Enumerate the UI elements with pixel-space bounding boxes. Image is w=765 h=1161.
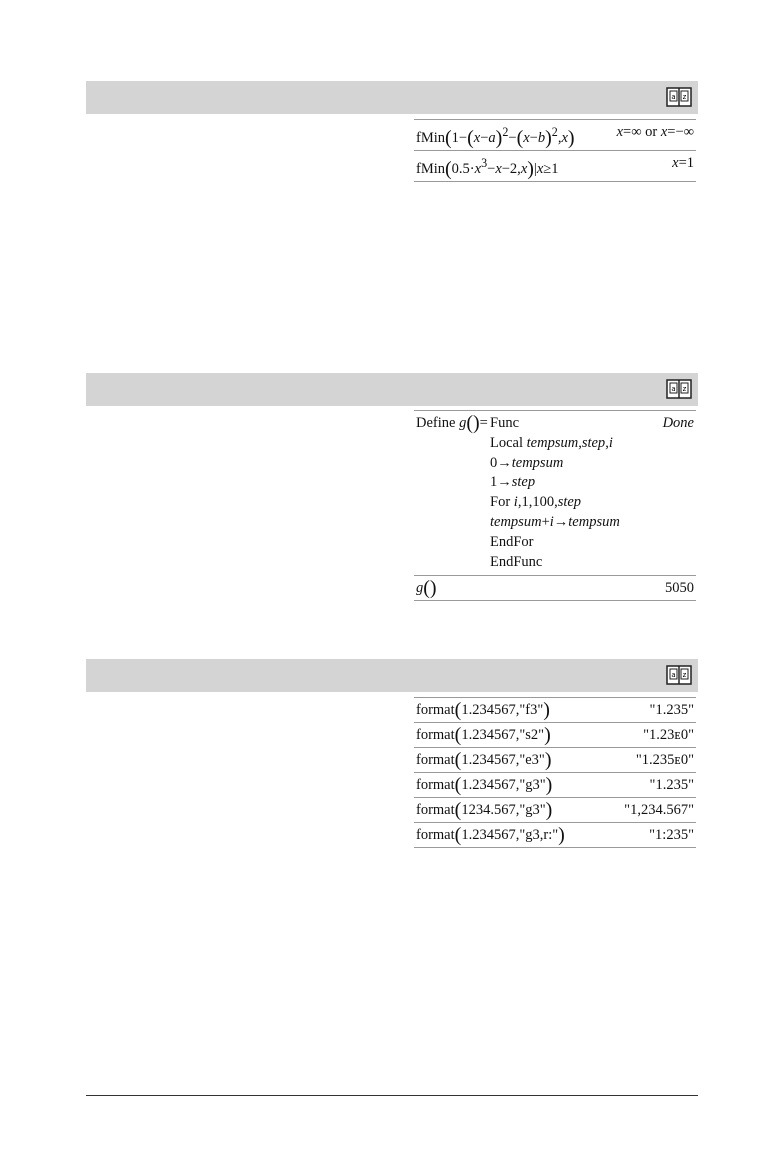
program-lines — [490, 414, 694, 572]
catalog-book-icon — [666, 87, 692, 107]
example-row — [414, 773, 696, 798]
example-expression: format(1.234567,"g3,r:") — [416, 824, 565, 846]
example-row — [414, 748, 696, 773]
section-header-bar — [86, 81, 698, 114]
example-expression: format(1.234567,"g3") — [416, 774, 553, 796]
example-expression: format(1234.567,"g3") — [416, 799, 553, 821]
example-result: "1.235" — [649, 702, 694, 718]
example-result: 5050 — [665, 580, 694, 597]
example-row — [414, 723, 696, 748]
example-row — [414, 823, 696, 848]
example-result: "1.23ᴇ0" — [643, 727, 694, 743]
example-row — [414, 151, 696, 182]
footer-rule — [86, 1095, 698, 1096]
example-row — [414, 576, 696, 601]
define-block — [414, 410, 696, 576]
example-result: "1:235" — [649, 827, 694, 843]
svg-text:a: a — [671, 385, 676, 393]
program-line: EndFunc — [490, 553, 543, 570]
svg-text:a: a — [671, 671, 676, 679]
svg-text:a: a — [671, 93, 676, 101]
section-header-bar — [86, 373, 698, 406]
example-result: "1.235" — [649, 777, 694, 793]
example-expression: $fMin(1-(x-a)^2-(x-b)^2,x)$ — [416, 125, 575, 149]
catalog-book-icon — [666, 665, 692, 685]
example-result: "1,234.567" — [624, 802, 694, 818]
program-line: 1→step — [490, 474, 536, 491]
example-expression: $fMin(0.5\cdot x^3-x-2,x)|x\ge 1$ — [416, 155, 559, 180]
program-line: 0→tempsum — [490, 454, 564, 471]
example-panel — [414, 697, 696, 848]
example-result: x=∞ or x=−∞ — [616, 124, 694, 140]
program-line: EndFor — [490, 533, 534, 550]
catalog-book-icon — [666, 379, 692, 399]
svg-text:z: z — [682, 93, 687, 101]
example-expression: format(1.234567,"s2") — [416, 724, 551, 746]
example-expression: format(1.234567,"f3") — [416, 699, 550, 721]
example-result: Done — [662, 415, 694, 431]
define-label: Define g()= — [416, 412, 488, 434]
example-row — [414, 697, 696, 723]
example-row — [414, 798, 696, 823]
svg-text:z: z — [682, 671, 687, 679]
example-panel — [414, 410, 696, 601]
example-expression: format(1.234567,"e3") — [416, 749, 552, 771]
program-line: Func — [490, 415, 519, 431]
section-header-bar — [86, 659, 698, 692]
program-line: tempsum+i→tempsum — [490, 513, 620, 530]
svg-text:z: z — [682, 385, 687, 393]
program-line: Local tempsum,step,i — [490, 434, 613, 451]
example-row — [414, 119, 696, 151]
program-line: For i,1,100,step — [490, 494, 582, 511]
example-expression: g() — [416, 577, 437, 600]
example-result: "1.235ᴇ0" — [635, 752, 694, 768]
example-panel — [414, 119, 696, 182]
example-result: x=1 — [672, 154, 694, 171]
